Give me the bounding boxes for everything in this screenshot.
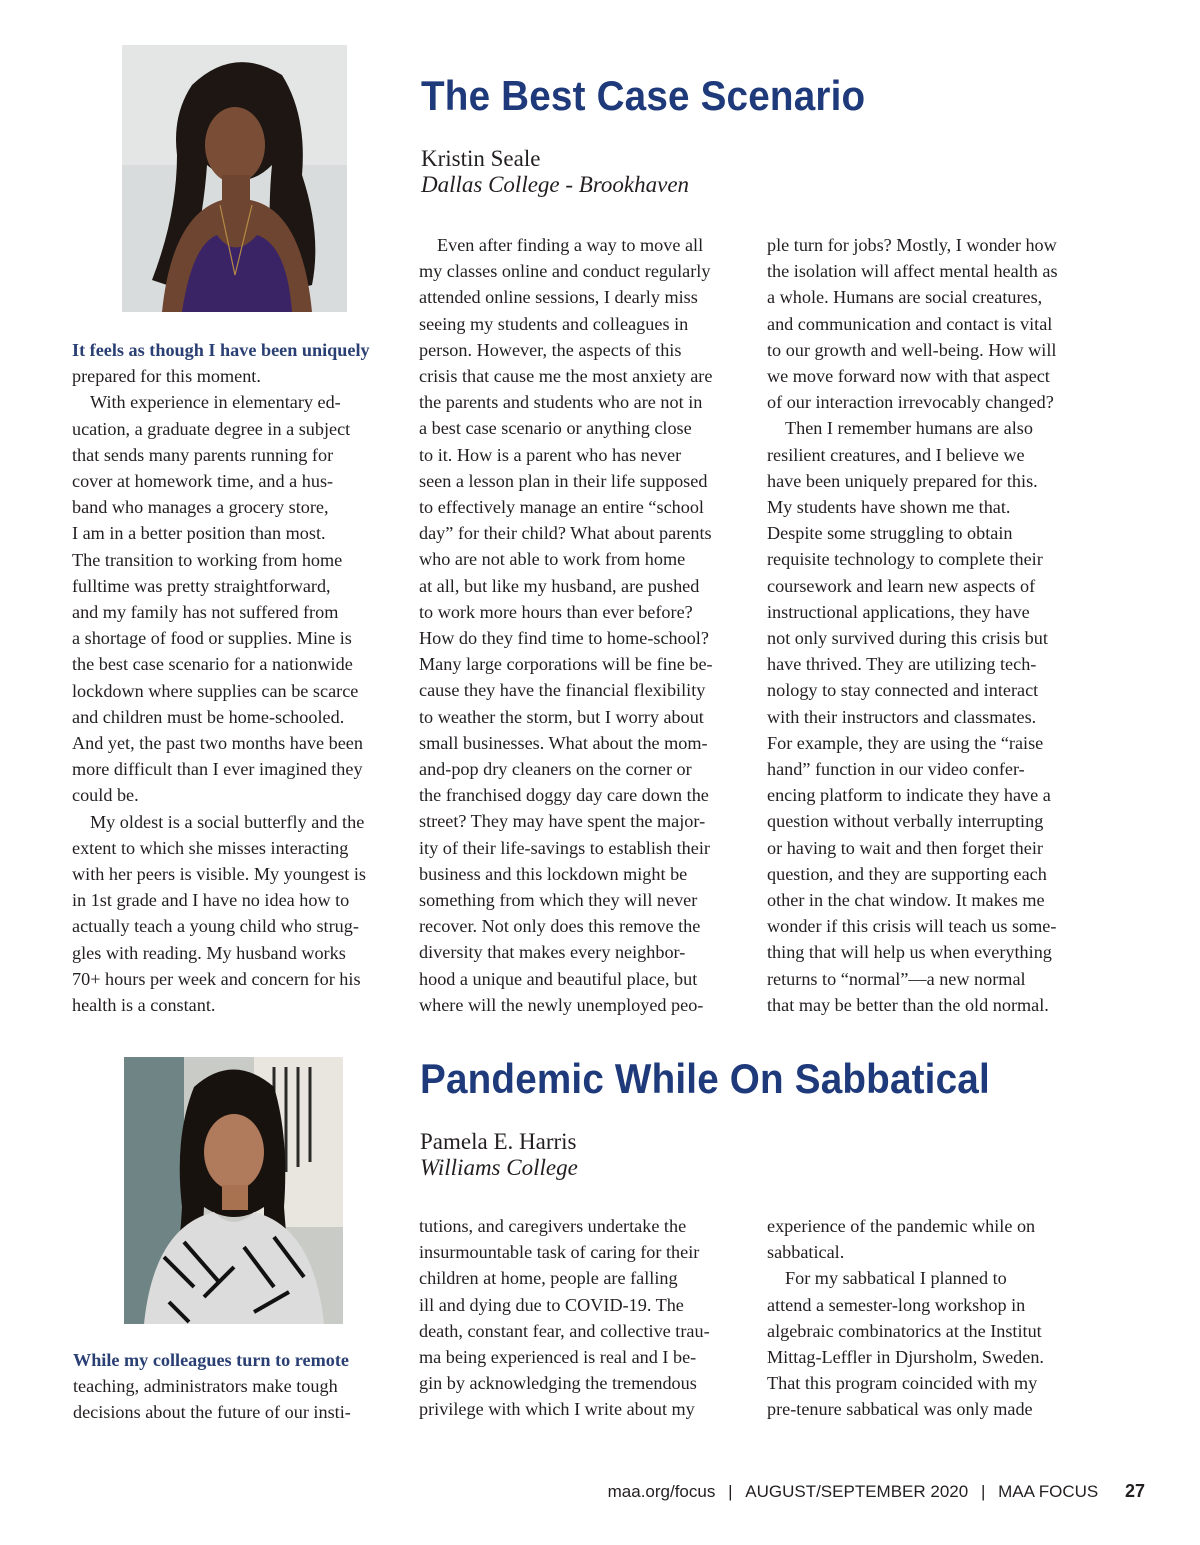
text-line: we move forward now with that aspect: [767, 366, 1050, 387]
author-photo-pamela-harris: [124, 1057, 343, 1324]
text-line: and communication and contact is vital: [767, 313, 1053, 334]
text-line: ucation, a graduate degree in a subject: [72, 418, 351, 439]
text-line: hand” function in our video confer-: [767, 759, 1025, 780]
text-line: nology to stay connected and interact: [767, 680, 1039, 701]
text-line: How do they find time to home-school?: [419, 628, 709, 649]
text-line: wonder if this crisis will teach us some-: [767, 916, 1057, 937]
text-line: more difficult than I ever imagined they: [72, 759, 363, 780]
text-line: to effectively manage an entire “school: [419, 497, 704, 518]
text-line: could be.: [72, 785, 139, 806]
text-line: recover. Not only does this remove the: [419, 916, 701, 937]
text-line: with her peers is visible. My youngest is: [72, 864, 367, 885]
text-line: crisis that cause me the most anxiety are: [419, 366, 713, 387]
text-line: who are not able to work from home: [419, 549, 686, 570]
text-line: cause they have the financial flexibility: [419, 680, 706, 701]
text-line: health is a constant.: [72, 995, 216, 1016]
text-line: coursework and learn new aspects of: [767, 575, 1036, 596]
text-line: That this program coincided with my: [767, 1373, 1038, 1394]
text-line: resilient creatures, and I believe we: [767, 444, 1025, 465]
text-line: the parents and students who are not in: [419, 392, 703, 413]
text-line: pre-tenure sabbatical was only made: [767, 1399, 1033, 1420]
text-line: instructional applications, they have: [767, 601, 1030, 622]
text-line: the best case scenario for a nationwide: [72, 654, 353, 675]
text-line: experience of the pandemic while on: [767, 1216, 1036, 1236]
text-line: a shortage of food or supplies. Mine is: [72, 628, 352, 649]
author-institution: Dallas College - Brookhaven: [421, 172, 690, 197]
text-line: teaching, administrators make tough: [73, 1376, 338, 1397]
text-line: and my family has not suffered from: [72, 602, 339, 623]
text-line: The transition to working from home: [72, 549, 343, 570]
article2-column-3: [767, 1213, 1102, 1423]
page-footer: [600, 1481, 1145, 1505]
text-line: cover at homework time, and a hus-: [72, 471, 334, 492]
text-line: algebraic combinatorics at the Institut: [767, 1320, 1042, 1341]
text-line: hood a unique and beautiful place, but: [419, 968, 698, 989]
portrait-photo-icon: [124, 1057, 343, 1324]
text-line: seeing my students and colleagues in: [419, 313, 689, 334]
text-line: a whole. Humans are social creatures,: [767, 287, 1043, 308]
portrait-photo-icon: [122, 45, 347, 312]
text-line: my classes online and conduct regularly: [419, 261, 711, 282]
text-line: of our interaction irrevocably changed?: [767, 392, 1054, 413]
text-line: For example, they are using the “raise: [767, 732, 1044, 753]
text-line: fulltime was pretty straightforward,: [72, 575, 331, 596]
text-line: not only survived during this crisis but: [767, 628, 1048, 649]
author-photo-kristin-seale: [122, 45, 347, 312]
text-line: privilege with which I write about my: [419, 1399, 695, 1420]
text-line: My oldest is a social butterfly and the: [90, 811, 365, 832]
article1-column-1: [72, 337, 402, 1018]
text-line: children at home, people are falling: [419, 1268, 678, 1289]
text-line: returns to “normal”—a new normal: [767, 968, 1026, 989]
lead-in-text: It feels as though I have been uniquely: [72, 340, 370, 360]
text-line: with their instructors and classmates.: [767, 706, 1037, 727]
text-line: have been uniquely prepared for this.: [767, 470, 1038, 491]
text-line: For my sabbatical I planned to: [785, 1268, 1007, 1289]
footer-url: maa.org/focus: [607, 1482, 716, 1501]
text-line: that may be better than the old normal.: [767, 994, 1049, 1015]
text-line: sabbatical.: [767, 1242, 845, 1263]
article-title-best-case-scenario: The Best Case Scenario: [421, 72, 866, 119]
author-name: Kristin Seale: [421, 146, 541, 171]
text-line: to our growth and well-being. How will: [767, 339, 1057, 360]
text-line: attended online sessions, I dearly miss: [419, 287, 698, 308]
text-line: And yet, the past two months have been: [72, 733, 363, 754]
text-line: question without verbally interrupting: [767, 811, 1044, 832]
text-line: street? They may have spent the major-: [419, 811, 706, 832]
footer-separator: |: [728, 1482, 733, 1501]
text-line: person. However, the aspects of this: [419, 339, 682, 360]
text-line: the franchised doggy day care down the: [419, 785, 709, 806]
author-name: Pamela E. Harris: [420, 1129, 577, 1154]
lead-in-text: While my colleagues turn to remote: [73, 1350, 349, 1370]
text-line: the isolation will affect mental health as: [767, 261, 1058, 282]
text-line: to weather the storm, but I worry about: [419, 706, 704, 727]
text-line: have thrived. They are utilizing tech-: [767, 654, 1037, 675]
text-line: decisions about the future of our insti-: [73, 1402, 351, 1423]
footer-separator: |: [980, 1482, 986, 1501]
text-line: thing that will help us when everything: [767, 942, 1052, 963]
text-line: insurmountable task of caring for their: [419, 1242, 700, 1263]
text-line: gles with reading. My husband works: [72, 942, 346, 963]
text-line: Despite some struggling to obtain: [767, 523, 1013, 544]
page-number: 27: [1124, 1481, 1145, 1501]
text-line: death, constant fear, and collective trau-: [419, 1320, 710, 1341]
text-line: and children must be home-schooled.: [72, 706, 345, 727]
text-line: small businesses. What about the mom-: [419, 732, 708, 753]
text-line: 70+ hours per week and concern for his: [72, 968, 361, 989]
footer-publication: MAA FOCUS: [998, 1482, 1099, 1501]
text-line: that sends many parents running for: [72, 444, 334, 465]
text-line: tutions, and caregivers undertake the: [419, 1216, 687, 1236]
article2-column-1: [73, 1347, 403, 1426]
text-line: where will the newly unemployed peo-: [419, 994, 704, 1015]
article1-column-3: [767, 232, 1102, 1018]
text-line: band who manages a grocery store,: [72, 497, 329, 518]
text-line: ma being experienced is real and I be-: [419, 1347, 697, 1368]
text-line: ill and dying due to COVID-19. The: [419, 1294, 684, 1315]
text-line: at all, but like my husband, are pushed: [419, 575, 700, 596]
text-line: prepared for this moment.: [72, 366, 261, 387]
text-line: or having to wait and then forget their: [767, 837, 1043, 858]
text-line: Then I remember humans are also: [785, 418, 1033, 439]
text-line: ple turn for jobs? Mostly, I wonder how: [767, 235, 1057, 255]
article2-column-2: [419, 1213, 754, 1423]
text-line: day” for their child? What about parents: [419, 523, 712, 544]
text-line: actually teach a young child who strug-: [72, 916, 359, 937]
text-line: requisite technology to complete their: [767, 549, 1043, 570]
text-line: ity of their life-savings to establish their: [419, 837, 710, 858]
text-line: other in the chat window. It makes me: [767, 890, 1045, 911]
text-line: extent to which she misses interacting: [72, 837, 349, 858]
text-line: diversity that makes every neighbor-: [419, 942, 686, 963]
text-line: a best case scenario or anything close: [419, 418, 692, 439]
text-line: lockdown where supplies can be scarce: [72, 680, 359, 701]
text-line: Mittag-Leffler in Djursholm, Sweden.: [767, 1347, 1044, 1368]
author-institution: Williams College: [420, 1155, 578, 1180]
text-line: to it. How is a parent who has never: [419, 444, 682, 465]
text-line: I am in a better position than most.: [72, 523, 326, 544]
text-line: With experience in elementary ed-: [90, 392, 341, 413]
text-line: to work more hours than ever before?: [419, 601, 693, 622]
text-line: gin by acknowledging the tremendous: [419, 1373, 697, 1394]
footer-issue: AUGUST/SEPTEMBER 2020: [745, 1482, 969, 1501]
text-line: in 1st grade and I have no idea how to: [72, 890, 350, 911]
text-line: and-pop dry cleaners on the corner or: [419, 759, 692, 780]
text-line: question, and they are supporting each: [767, 863, 1047, 884]
text-line: seen a lesson plan in their life supposed: [419, 470, 708, 491]
text-line: something from which they will never: [419, 890, 698, 911]
text-line: encing platform to indicate they have a: [767, 785, 1051, 806]
text-line: Many large corporations will be fine be-: [419, 654, 713, 675]
text-line: business and this lockdown might be: [419, 863, 688, 884]
text-line: Even after finding a way to move all: [437, 235, 704, 255]
text-line: attend a semester-long workshop in: [767, 1294, 1026, 1315]
text-line: My students have shown me that.: [767, 497, 1011, 518]
article-title-pandemic-while-on-sabbatical: Pandemic While On Sabbatical: [420, 1055, 990, 1102]
article1-column-2: [419, 232, 754, 1018]
